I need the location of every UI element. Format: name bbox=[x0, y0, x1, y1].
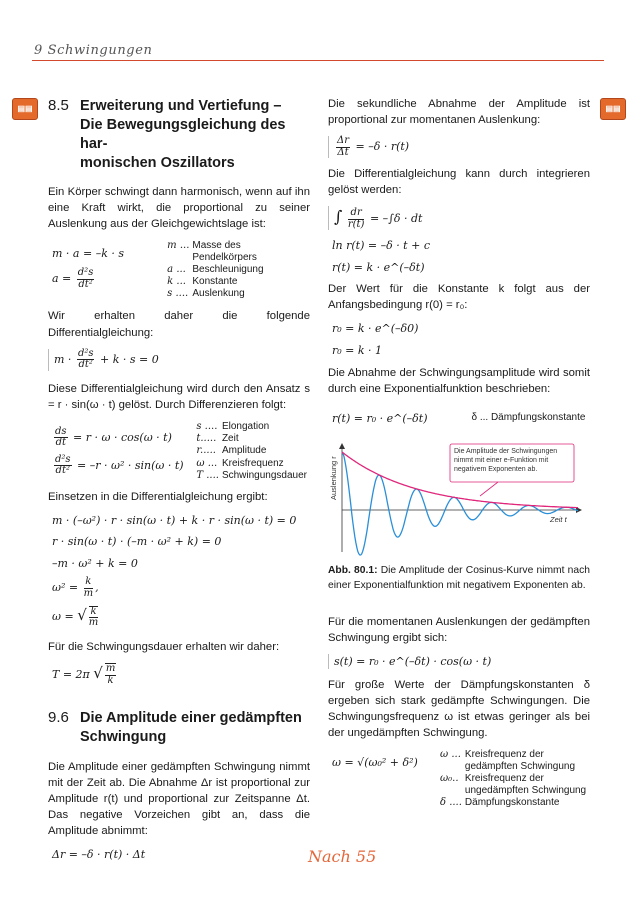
eq-denominator: dt² bbox=[55, 465, 70, 477]
legend-description: Schwingungsdauer bbox=[221, 470, 307, 482]
legend-row bbox=[167, 264, 310, 276]
equation bbox=[52, 268, 167, 290]
paragraph: Die Amplitude einer gedämpften Schwingung nimmt mit der Zeit ab. Die Abnahme Δr ist proportional zur Amplitude r(t) und proportional zur Zeitspanne Δt. Das negative Vorzeichen gibt an, dass die Amplitude abnimmt: bbox=[48, 761, 310, 838]
caption-text: Die Amplitude der Cosinus-Kurve nimmt nach einer Exponentialfunktion mit negativem Exponenten ab. bbox=[328, 565, 590, 591]
legend-description: Konstante bbox=[192, 276, 238, 288]
equation bbox=[328, 136, 590, 158]
equation: ω = √(ω₀² + δ²) bbox=[332, 756, 418, 770]
legend-row bbox=[196, 458, 310, 470]
equation: r₀ = k · 1 bbox=[332, 344, 383, 358]
eq-numerator: d²s bbox=[55, 453, 71, 465]
integral-sign: ∫ bbox=[334, 207, 343, 227]
callout-pointer bbox=[480, 482, 498, 496]
section-heading-8-5 bbox=[48, 96, 310, 172]
legend-row bbox=[196, 421, 310, 433]
equation bbox=[52, 663, 310, 687]
paragraph: Die sekundliche Abnahme der Amplitude ist proportional zur momentanen Auslenkung: bbox=[328, 98, 590, 127]
equation: r₀ = k · e^(–δ0) bbox=[332, 322, 419, 336]
eq-part: + k · s = 0 bbox=[99, 352, 159, 366]
legend-table bbox=[440, 749, 590, 809]
section-number: 8.5 bbox=[48, 97, 69, 114]
legend-description: Amplitude bbox=[221, 445, 267, 457]
paragraph: Die Differentialgleichung kann durch integrieren gelöst werden: bbox=[328, 168, 590, 197]
section-title-line: Die Bewegungsgleichung des har- bbox=[80, 116, 286, 152]
legend-symbol: t..... bbox=[196, 432, 217, 444]
legend-table bbox=[196, 421, 310, 483]
eq-numerator: Δr bbox=[337, 135, 350, 147]
legend-row bbox=[167, 288, 310, 300]
eq-part: = –∫δ · dt bbox=[369, 212, 423, 226]
eq-numerator: m bbox=[105, 663, 116, 675]
chapter-header: 9 Schwingungen bbox=[34, 43, 153, 58]
eq-numerator: dr bbox=[348, 208, 365, 220]
y-axis-arrow bbox=[339, 443, 345, 449]
equation: –m · ω² + k = 0 bbox=[52, 556, 138, 570]
equation bbox=[52, 577, 310, 599]
legend-description: Zeit bbox=[221, 432, 239, 444]
legend-symbol: s .... bbox=[196, 420, 218, 432]
eq-part: = r · ω · cos(ω · t) bbox=[73, 430, 172, 444]
eq-denominator: m bbox=[88, 617, 99, 629]
legend-description: Kreisfrequenz der ungedämpften Schwingung bbox=[464, 773, 587, 797]
equation-block bbox=[328, 405, 590, 433]
legend-row bbox=[167, 240, 310, 264]
paragraph: Für große Werte der Dämpfungskonstanten δ ergeben sich stark gedämpfte Schwingungen. Die Schwingungsfrequenz ω ist etwas geringer als bei der ungedämpften Schwingung. bbox=[328, 679, 590, 740]
equation bbox=[52, 605, 310, 629]
section-title-line: monischen Oszillators bbox=[80, 154, 235, 171]
right-column bbox=[328, 96, 590, 809]
eq-numerator: ds bbox=[55, 425, 67, 437]
legend-table bbox=[167, 240, 310, 300]
caption-label: Abb. 80.1: bbox=[328, 565, 378, 577]
legend-row bbox=[440, 797, 590, 809]
eq-denominator: dt² bbox=[78, 278, 93, 290]
equation-block bbox=[48, 421, 310, 483]
eq-numerator: d²s bbox=[77, 267, 94, 279]
paragraph: Für die momentanen Auslenkungen der gedämpften Schwingung ergibt sich: bbox=[328, 615, 590, 644]
paragraph: Der Wert für die Konstante k folgt aus der Anfangsbedingung r(0) = r₀: bbox=[328, 283, 590, 312]
paragraph: Ein Körper schwingt dann harmonisch, wenn auf ihn eine Kraft wirkt, die proportional zu seiner Auslenkung aus der Gleichgewichtslage ist: bbox=[48, 186, 310, 231]
book-icon-left: ▤▤ bbox=[12, 98, 38, 120]
legend-symbol: s .... bbox=[167, 288, 189, 300]
legend-description: Elongation bbox=[221, 420, 270, 432]
paragraph: Diese Differentialgleichung wird durch den Ansatz s = r · sin(ω · t) gelöst. Durch Differenzieren folgt: bbox=[48, 382, 310, 411]
legend-symbol: T .... bbox=[196, 470, 219, 482]
figure-caption bbox=[328, 564, 590, 593]
section-title-line: Die Amplitude einer gedämpften bbox=[80, 710, 302, 727]
eq-denominator: r(t) bbox=[347, 218, 365, 230]
equation: Δr = –δ · r(t) · Δt bbox=[52, 848, 146, 862]
legend-symbol: r..... bbox=[196, 445, 216, 457]
legend-symbol: a ... bbox=[167, 264, 186, 276]
legend-row bbox=[196, 445, 310, 457]
damped-oscillation-figure bbox=[328, 440, 590, 560]
equation: m · a = –k · s bbox=[52, 247, 124, 261]
eq-part: = –r · ω² · sin(ω · t) bbox=[77, 458, 184, 472]
paragraph: Wir erhalten daher die folgende Differentialgleichung: bbox=[48, 310, 310, 339]
eq-numerator: d²s bbox=[77, 347, 94, 359]
legend-row bbox=[167, 276, 310, 288]
callout-line: negativem Exponenten ab. bbox=[454, 466, 538, 474]
equation bbox=[52, 427, 184, 449]
legend-symbol: m ... bbox=[167, 240, 190, 252]
equation: r(t) = r₀ · e^(–δt) bbox=[332, 411, 428, 425]
legend-row bbox=[196, 433, 310, 445]
eq-part: T = 2π bbox=[52, 667, 90, 681]
legend-description: Dämpfungskonstante bbox=[464, 797, 560, 809]
eq-part: ω² = bbox=[52, 581, 79, 595]
legend-description: Beschleunigung bbox=[192, 264, 264, 276]
equation bbox=[48, 349, 310, 371]
paragraph: Die Abnahme der Schwingungsamplitude wird somit durch eine Exponentialfunktion beschrieben: bbox=[328, 366, 590, 395]
header-rule bbox=[32, 60, 604, 61]
section-heading-9-6 bbox=[48, 708, 310, 747]
equation-legend: δ ... Dämpfungskonstante bbox=[471, 411, 586, 423]
callout-line: nimmt mit einer e-Funktion mit bbox=[454, 457, 549, 465]
equation-block bbox=[48, 240, 310, 300]
legend-description: Kreisfrequenz bbox=[221, 457, 284, 469]
eq-part: , bbox=[95, 581, 99, 595]
equation bbox=[52, 455, 184, 477]
equation: m · (–ω²) · r · sin(ω · t) + k · r · sin(ω · t) = 0 bbox=[52, 513, 297, 527]
eq-denominator: k bbox=[107, 674, 114, 686]
section-title-line: Schwingung bbox=[80, 729, 167, 746]
book-icon-right: ▤▤ bbox=[600, 98, 626, 120]
eq-part: = –δ · r(t) bbox=[355, 140, 410, 154]
eq-denominator: m bbox=[83, 587, 94, 599]
legend-symbol: ω ... bbox=[440, 749, 461, 761]
footer-note: Nach 55 bbox=[308, 847, 377, 866]
left-column bbox=[48, 96, 310, 869]
equation: r · sin(ω · t) · (–m · ω² + k) = 0 bbox=[52, 535, 222, 549]
legend-row bbox=[196, 470, 310, 482]
equation: ln r(t) = –δ · t + c bbox=[332, 239, 430, 253]
equation: s(t) = r₀ · e^(–δt) · cos(ω · t) bbox=[328, 654, 590, 670]
eq-numerator: k bbox=[85, 576, 92, 588]
legend-symbol: δ .... bbox=[440, 797, 462, 809]
equation bbox=[328, 206, 590, 230]
legend-symbol: ω₀.. bbox=[440, 773, 459, 785]
paragraph: Für die Schwingungsdauer erhalten wir daher: bbox=[48, 640, 280, 653]
equation-block bbox=[328, 749, 590, 809]
eq-part: a = bbox=[52, 272, 72, 286]
section-title-line: Erweiterung und Vertiefung – bbox=[80, 98, 282, 114]
legend-symbol: ω ... bbox=[196, 457, 218, 469]
eq-part: ω = bbox=[52, 610, 74, 624]
legend-description: Masse des Pendelkörpers bbox=[192, 240, 257, 264]
eq-denominator: Δt bbox=[337, 146, 349, 158]
legend-description: Auslenkung bbox=[192, 288, 245, 300]
legend-row bbox=[440, 773, 590, 797]
sqrt-sign: √ bbox=[93, 663, 103, 682]
sqrt-sign: √ bbox=[77, 606, 87, 625]
eq-denominator: dt² bbox=[78, 359, 93, 371]
equation: r(t) = k · e^(–δt) bbox=[332, 260, 425, 274]
paragraph: Einsetzen in die Differentialgleichung ergibt: bbox=[48, 490, 268, 503]
x-axis-label: Zeit t bbox=[550, 515, 567, 525]
callout-line: Die Amplitude der Schwingungen bbox=[454, 448, 558, 456]
y-axis-label: Auslenkung r bbox=[329, 456, 338, 501]
legend-description: Kreisfrequenz der gedämpften Schwingung bbox=[464, 749, 575, 773]
section-number: 9.6 bbox=[48, 709, 69, 727]
legend-symbol: k ... bbox=[167, 276, 186, 288]
eq-numerator: k bbox=[90, 605, 97, 617]
legend-row bbox=[440, 749, 590, 773]
eq-part: m · bbox=[54, 352, 72, 366]
eq-denominator: dt bbox=[55, 437, 66, 449]
